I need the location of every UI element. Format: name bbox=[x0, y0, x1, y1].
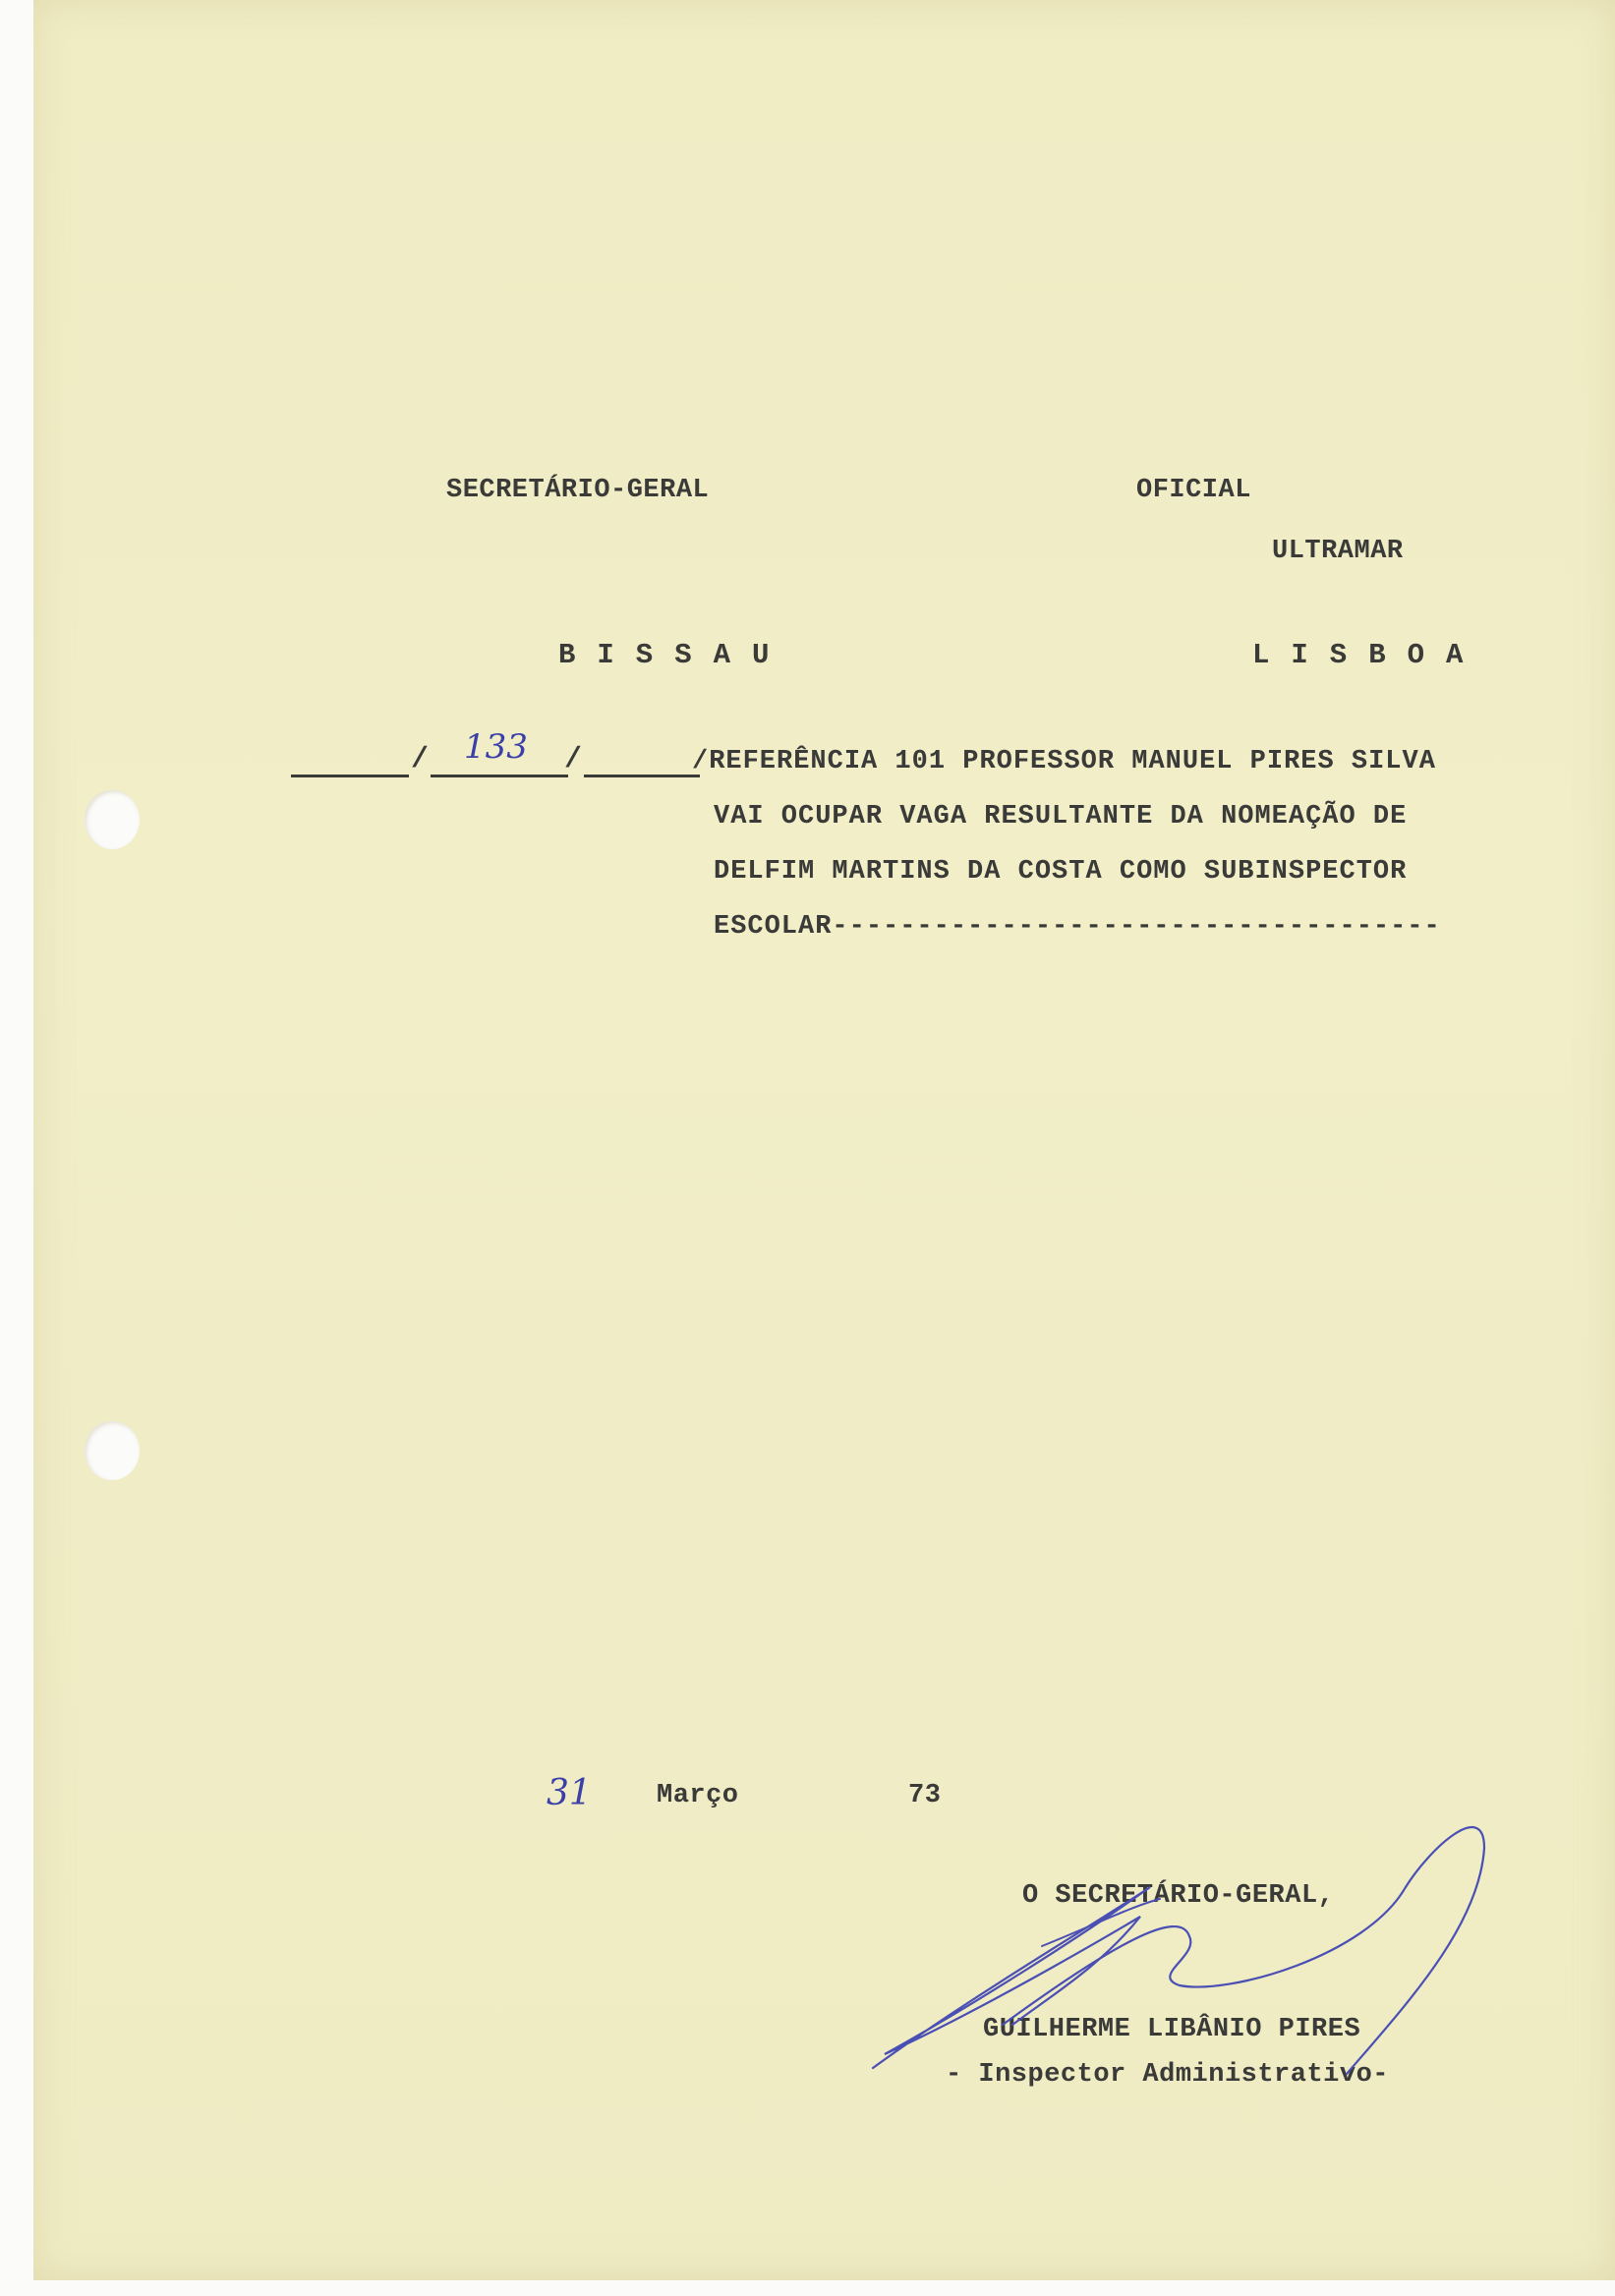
blank-field-1 bbox=[291, 775, 409, 777]
punch-hole-bottom bbox=[85, 1421, 140, 1480]
scan-bottom-margin bbox=[0, 2280, 1615, 2296]
date-year: 73 bbox=[908, 1781, 942, 1810]
separator-slash: / bbox=[411, 743, 430, 776]
reference-number: 133 bbox=[464, 727, 528, 767]
body-line-3: DELFIM MARTINS DA COSTA COMO SUBINSPECTOR bbox=[714, 857, 1408, 887]
body-line-1: /REFERÊNCIA 101 PROFESSOR MANUEL PIRES SILVA bbox=[692, 747, 1436, 776]
body-line-4: ESCOLAR------------------------------------ bbox=[714, 912, 1441, 942]
blank-field-2 bbox=[431, 775, 568, 777]
date-month: Março bbox=[657, 1781, 739, 1810]
destination-city: LISBOA bbox=[1252, 639, 1485, 671]
blank-field-3 bbox=[584, 775, 700, 777]
origin-city: BISSAU bbox=[558, 639, 791, 671]
recipient-title: ULTRAMAR bbox=[1272, 537, 1404, 566]
scan-left-margin bbox=[0, 0, 33, 2296]
sender-title: SECRETÁRIO-GERAL bbox=[446, 476, 710, 505]
signatory-role: - Inspector Administrativo- bbox=[946, 2060, 1389, 2090]
separator-slash: / bbox=[564, 743, 583, 776]
classification: OFICIAL bbox=[1136, 476, 1251, 505]
punch-hole-top bbox=[85, 790, 140, 849]
signatory-title: O SECRETÁRIO-GERAL, bbox=[1022, 1881, 1335, 1911]
signatory-name: GUILHERME LIBÂNIO PIRES bbox=[983, 2015, 1361, 2044]
body-line-2: VAI OCUPAR VAGA RESULTANTE DA NOMEAÇÃO DE bbox=[714, 802, 1408, 832]
handwritten-signature bbox=[855, 1808, 1494, 2084]
date-day: 31 bbox=[547, 1773, 592, 1813]
